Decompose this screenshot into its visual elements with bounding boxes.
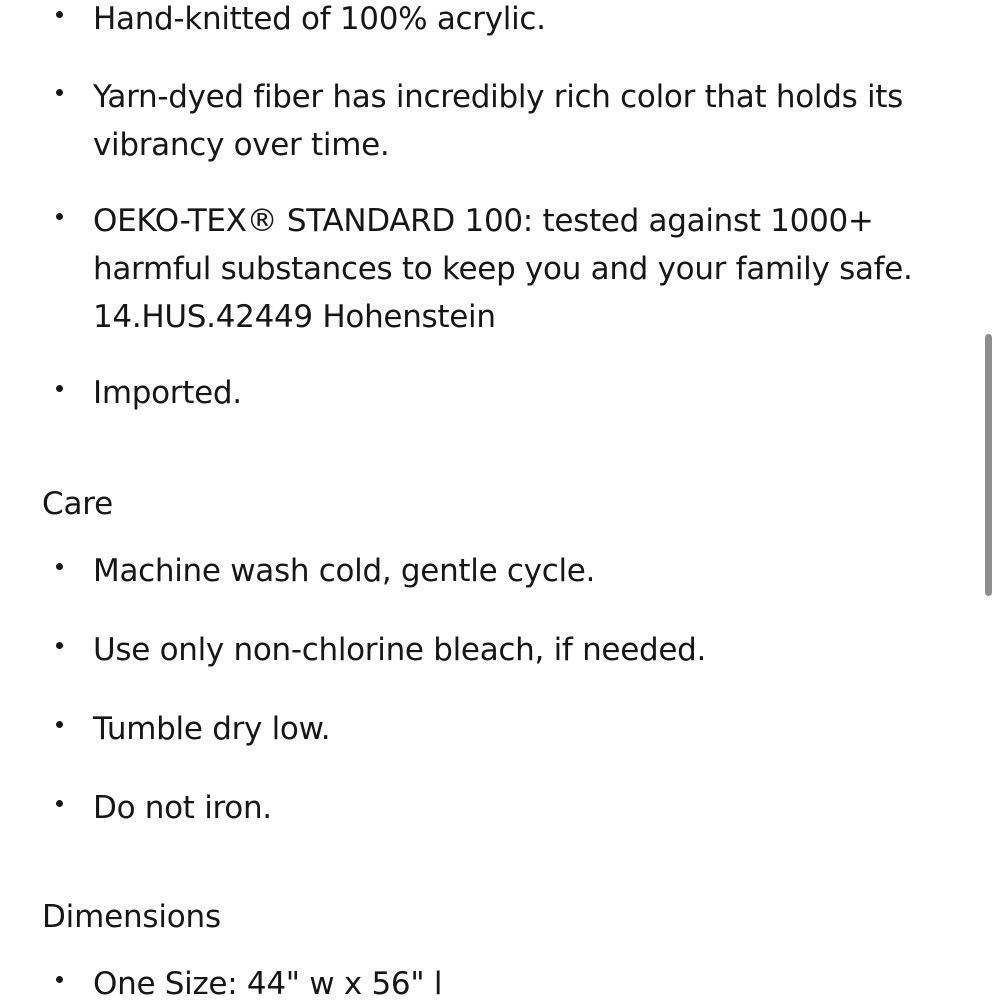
list-item-text: Hand-knitted of 100% acrylic. <box>93 1 546 37</box>
bullet-icon <box>56 976 63 983</box>
list-item-text: OEKO-TEX® STANDARD 100: tested against 1000+ harmful substances to keep you and your family safe. 14.HUS.42449 Hohenstein <box>93 203 913 335</box>
bullet-icon <box>56 89 63 96</box>
bullet-icon <box>56 11 63 18</box>
list-item-text: Do not iron. <box>93 790 272 826</box>
bullet-icon <box>56 213 63 220</box>
list-item-text: Imported. <box>93 375 242 411</box>
bullet-icon <box>56 800 63 807</box>
bullet-icon <box>56 642 63 649</box>
care-heading: Care <box>42 486 113 522</box>
list-item-text: One Size: 44" w x 56" l <box>93 966 443 1000</box>
bullet-icon <box>56 563 63 570</box>
scrollbar-thumb[interactable] <box>985 334 992 596</box>
list-item-text: Tumble dry low. <box>93 711 331 747</box>
dimensions-heading: Dimensions <box>42 899 221 935</box>
list-item-text: Use only non-chlorine bleach, if needed. <box>93 632 707 668</box>
list-item-text: Machine wash cold, gentle cycle. <box>93 553 596 589</box>
bullet-icon <box>56 721 63 728</box>
bullet-icon <box>56 385 63 392</box>
list-item-text: Yarn-dyed fiber has incredibly rich color that holds its vibrancy over time. <box>93 79 903 163</box>
